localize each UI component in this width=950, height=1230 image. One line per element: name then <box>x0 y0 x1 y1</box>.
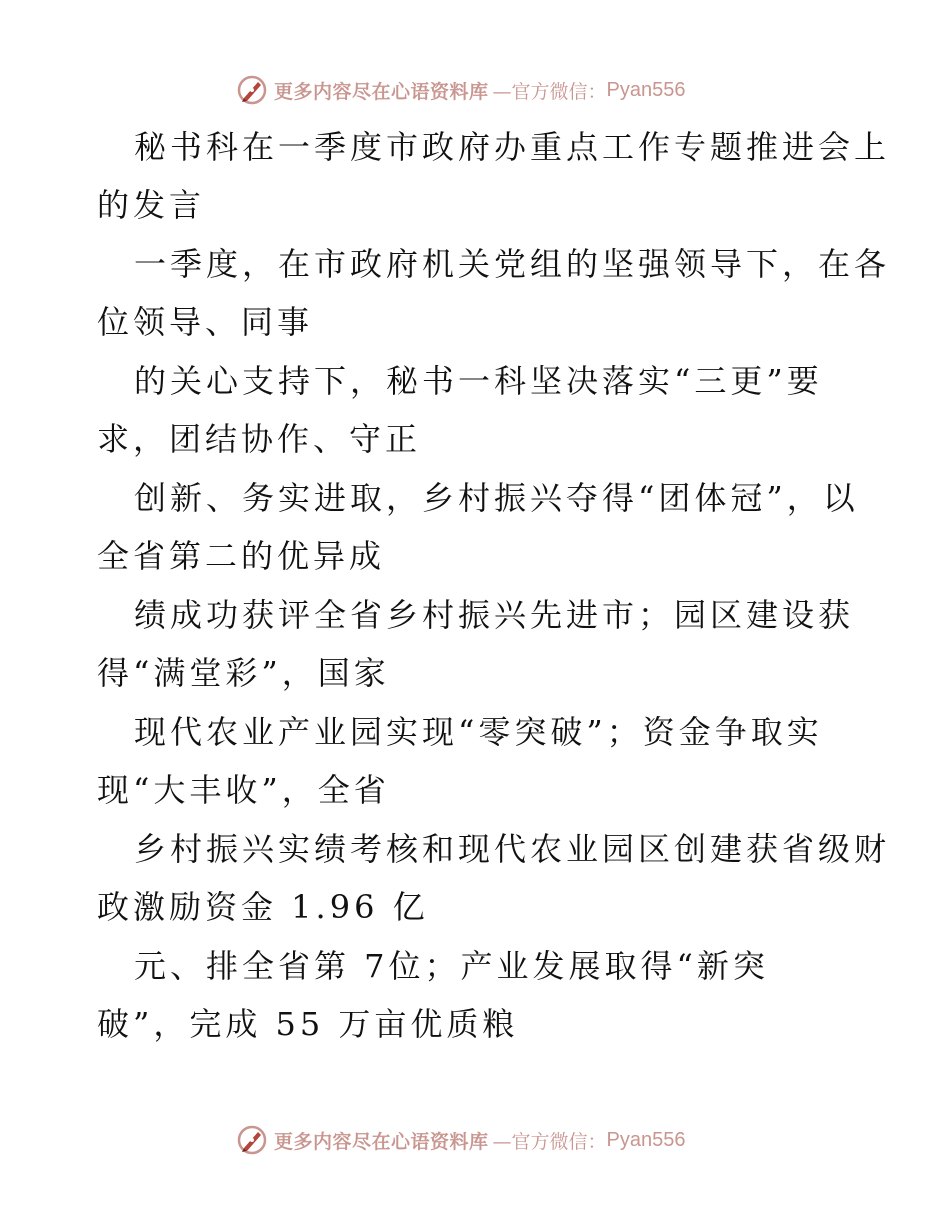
watermark-text: 更多内容尽在心语资料库 <box>274 80 489 103</box>
text-line: 全省第二的优异成 <box>97 537 386 575</box>
pen-logo-icon <box>236 74 268 106</box>
text-line: 位领导、同事 <box>97 303 314 341</box>
header-watermark <box>236 72 686 108</box>
text-line: 秘书科在一季度市政府办重点工作专题推进会上 <box>134 128 891 166</box>
text-line: 现“大丰收”，全省 <box>97 771 390 809</box>
text-line: 绩成功获评全省乡村振兴先进市；园区建设获 <box>134 596 855 634</box>
text-line: 得“满堂彩”，国家 <box>97 654 390 692</box>
pen-logo-icon <box>236 1124 268 1156</box>
text-line: 的关心支持下，秘书一科坚决落实“三更”要 <box>134 362 823 400</box>
watermark-separator: —官方微信： <box>492 80 607 103</box>
text-line: 一季度，在市政府机关党组的坚强领导下，在各 <box>134 245 891 283</box>
watermark-separator: —官方微信： <box>492 1130 607 1153</box>
footer-watermark <box>236 1122 686 1158</box>
watermark-wechat-id: Pyan556 <box>606 78 686 101</box>
text-line: 的发言 <box>97 186 206 224</box>
text-line: 政激励资金 1.96 亿 <box>97 888 429 926</box>
watermark-text: 更多内容尽在心语资料库 <box>274 1130 489 1153</box>
text-line: 元、排全省第 7位；产业发展取得“新突 <box>134 947 769 985</box>
text-line: 破”，完成 55 万亩优质粮 <box>97 1005 519 1043</box>
text-line: 乡村振兴实绩考核和现代农业园区创建获省级财 <box>134 830 891 868</box>
text-line: 现代农业产业园实现“零突破”；资金争取实 <box>134 713 823 751</box>
text-line: 求，团结协作、守正 <box>97 420 422 458</box>
text-line: 创新、务实进取，乡村振兴夺得“团体冠”，以 <box>134 479 859 517</box>
watermark-wechat-id: Pyan556 <box>606 1128 686 1151</box>
